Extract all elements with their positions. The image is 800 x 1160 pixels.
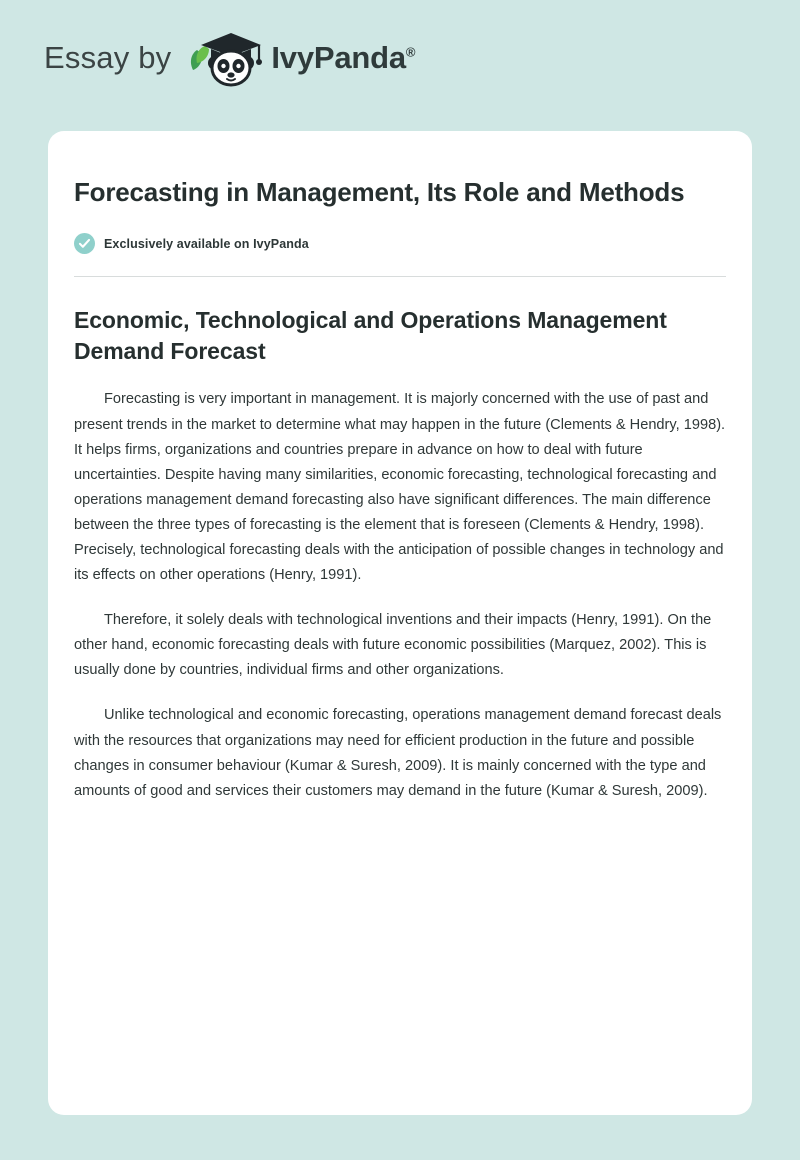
header-divider — [74, 276, 726, 277]
page-title: Forecasting in Management, Its Role and Methods — [74, 177, 685, 207]
brand-registered-mark: ® — [405, 44, 416, 60]
panda-graduate-logo-icon — [185, 28, 271, 88]
brand-name-text: IvyPanda — [271, 40, 406, 75]
brand-logo[interactable] — [185, 28, 415, 88]
brand-header — [0, 0, 800, 80]
body-paragraph: Forecasting is very important in management. It is majorly concerned with the use of past and present trends in the market to determine what may happen in the future (Clements & Hendry, 1998). It helps firms, organizations and countries prepare in advance on how to deal with future uncertainties. Despite having many similarities, economic forecasting, technological forecasting and operations management demand forecasting also have significant differences. The main difference between the three types of forecasting is the element that is foreseen (Clements & Hendry, 1998). Precisely, technological forecasting deals with the anticipation of possible changes in technology and its effects on other operations (Henry, 1991). — [74, 391, 726, 584]
exclusive-badge — [74, 233, 726, 254]
section-heading: Economic, Technological and Operations Management Demand Forecast — [74, 307, 667, 365]
body-paragraph: Unlike technological and economic forecasting, operations management demand forecast deals with the resources that organizations may need for efficient production in the future and possible changes in consumer behaviour (Kumar & Suresh, 2009). It is mainly concerned with the type and amounts of good and services their customers may demand in the future (Kumar & Suresh, 2009). — [74, 707, 722, 799]
body-paragraph: Therefore, it solely deals with technological inventions and their impacts (Henry, 1991). On the other hand, economic forecasting deals with future economic possibilities (Marquez, 2002). This is usually done by countries, individual firms and other organizations. — [74, 612, 712, 679]
brand-name — [271, 40, 415, 76]
essay-by-label: Essay by — [44, 40, 172, 75]
document-card — [48, 131, 752, 1115]
document-body — [74, 175, 726, 804]
exclusive-badge-label: Exclusively available on IvyPanda — [104, 236, 309, 251]
check-circle-icon — [74, 233, 95, 254]
